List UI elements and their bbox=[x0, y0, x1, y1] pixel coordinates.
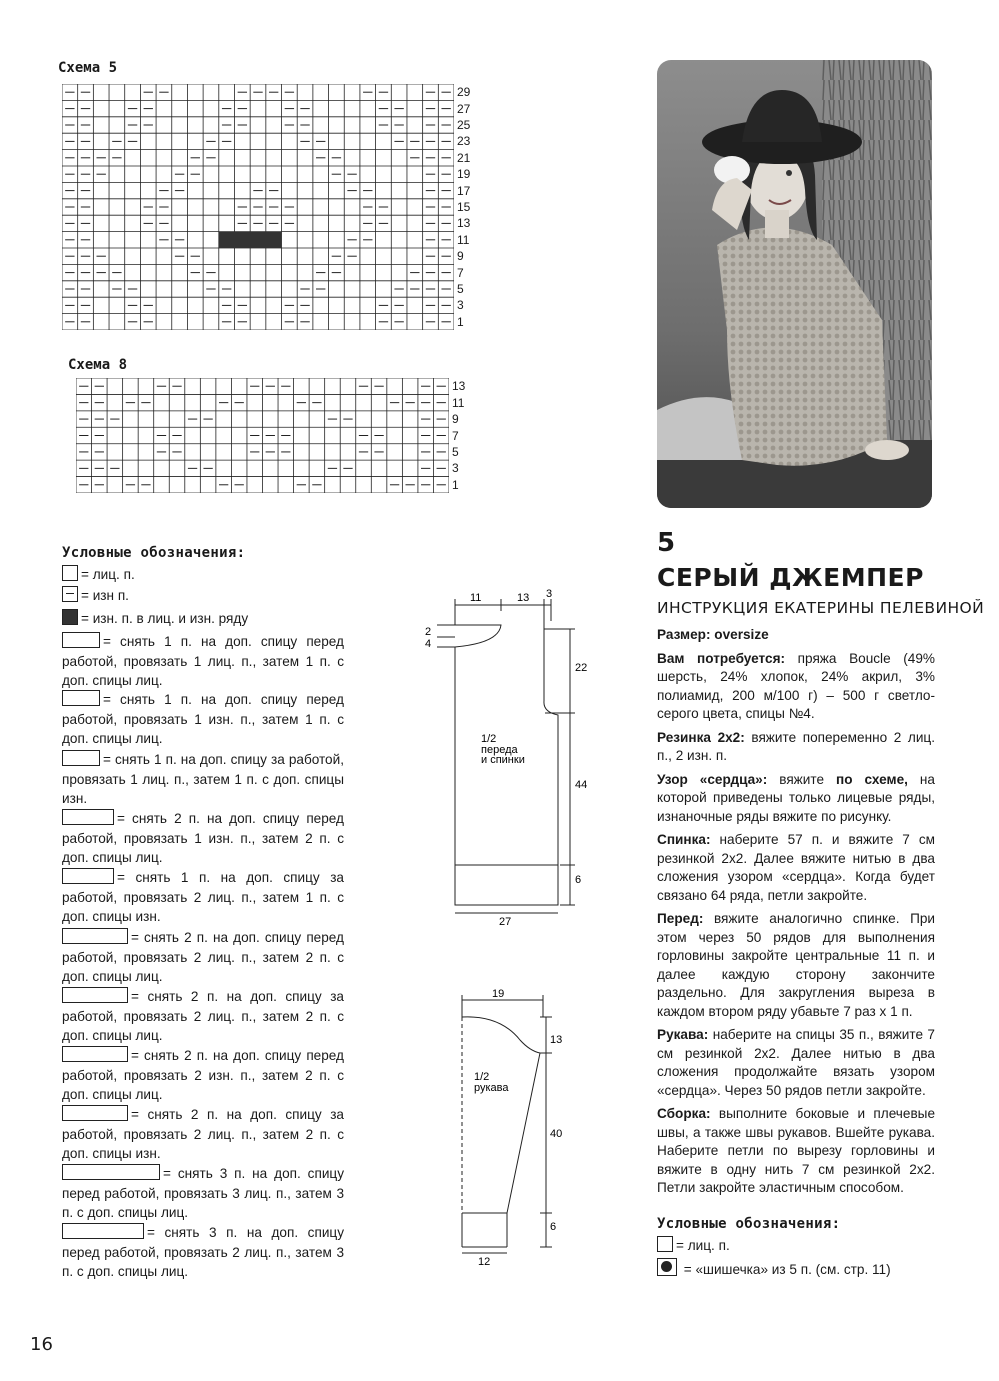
row-number: 23 bbox=[457, 134, 471, 149]
cable-symbol-icon bbox=[62, 987, 128, 1003]
row-number: 3 bbox=[457, 298, 464, 313]
legend-item-cable-11: = снять 3 п. на доп. спицу перед работой, провязать 2 лиц. п., затем 3 п. с доп. спицы лиц. bbox=[62, 1225, 344, 1279]
page-number: 16 bbox=[30, 1334, 53, 1355]
row-number: 3 bbox=[452, 461, 459, 476]
sleeve-label-half: 1/2 bbox=[474, 1071, 490, 1083]
dim-13: 13 bbox=[517, 592, 530, 604]
row-number: 13 bbox=[452, 379, 466, 394]
legend-item-cable-2: = снять 1 п. на доп. спицу перед работой, провязать 1 изн. п., затем 1 п. с доп. спицы лиц. bbox=[62, 692, 344, 746]
body-pattern-diagram bbox=[415, 585, 615, 925]
purl-symbol-icon bbox=[62, 586, 78, 602]
sleeves-paragraph: Рукава: наберите на спицы 35 п., вяжите 7 см резинкой 2х2. Далее нитью в два сложения продолжайте вязать узором «сердца». Через 50 рядов петли закройте. bbox=[657, 1027, 935, 1098]
row-number: 25 bbox=[457, 118, 471, 132]
instructions bbox=[657, 626, 935, 1203]
sleeve-pattern-diagram bbox=[440, 985, 580, 1270]
cable-symbol-icon bbox=[62, 928, 128, 944]
dim-11: 11 bbox=[470, 592, 482, 604]
row-number: 5 bbox=[452, 444, 459, 459]
dim-44: 44 bbox=[575, 779, 588, 791]
legend-item-cable-9: = снять 2 п. на доп. спицу за работой, провязать 2 лиц. п., затем 2 п. с доп. спицы изн. bbox=[62, 1107, 344, 1161]
legend-item-cable-5: = снять 1 п. на доп. спицу за работой, провязать 2 лиц. п., затем 1 п. с доп. спицы изн. bbox=[62, 870, 344, 924]
dim-4: 4 bbox=[425, 638, 432, 650]
chart5-title: Схема 5 bbox=[58, 60, 118, 76]
cable-symbol-icon bbox=[62, 1223, 144, 1239]
row-number: 13 bbox=[457, 216, 471, 231]
size-paragraph: Размер: oversize bbox=[657, 627, 769, 642]
dim-27: 27 bbox=[499, 916, 512, 925]
bobble-symbol-icon bbox=[657, 1258, 677, 1276]
cable-symbol-icon bbox=[62, 1105, 128, 1121]
back-paragraph: Спинка: наберите 57 п. и вяжите 7 см резинкой 2х2. Далее вяжите нитью в два сложения узором «сердца». Когда будет связано 64 ряда, петли закройте. bbox=[657, 832, 936, 903]
row-number: 1 bbox=[452, 477, 459, 492]
legend-right-knit: = лиц. п. bbox=[657, 1236, 730, 1253]
label-half: 1/2 bbox=[481, 733, 497, 745]
legend-item-cable-7: = снять 2 п. на доп. спицу за работой, провязать 2 лиц. п., затем 2 п. с доп. спицы лиц. bbox=[62, 989, 344, 1043]
legend-item-purl: = изн п. bbox=[62, 586, 344, 606]
chart8-title: Схема 8 bbox=[68, 357, 128, 373]
cable-symbol-icon bbox=[62, 750, 100, 766]
row-number: 11 bbox=[452, 395, 465, 410]
front-paragraph: Перед: вяжите аналогично спинке. При этом через 50 рядов для выполнения горловины закройте центральные 11 п. и далее каждую сторону закончите раздельно. Для закругления выреза в каждом втором ряду убавьте 7 раз х 1 п. bbox=[657, 911, 935, 1019]
legend-title: Условные обозначения: bbox=[62, 545, 246, 561]
project-number: 5 bbox=[657, 528, 676, 558]
row-number: 11 bbox=[457, 232, 470, 247]
project-title: СЕРЫЙ ДЖЕМПЕР bbox=[657, 563, 924, 592]
legend-right-title: Условные обозначения: bbox=[657, 1216, 841, 1232]
legend-item-cable-10: = снять 3 п. на доп. спицу перед работой, провязать 3 лиц. п., затем 3 п. с доп. спицы лиц. bbox=[62, 1166, 344, 1220]
row-number: 29 bbox=[457, 85, 471, 100]
row-number: 1 bbox=[457, 314, 464, 329]
dim-13-sleeve: 13 bbox=[550, 1034, 563, 1046]
photo-illustration bbox=[657, 60, 932, 508]
chart5-row-numbers bbox=[457, 84, 487, 330]
chart8-grid bbox=[76, 378, 449, 493]
model-photo bbox=[657, 60, 932, 508]
legend-item-cable-6: = снять 2 п. на доп. спицу перед работой, провязать 2 лиц. п., затем 2 п. с доп. спицы лиц. bbox=[62, 930, 344, 984]
row-number: 7 bbox=[452, 428, 459, 443]
chart8-row-numbers bbox=[452, 378, 482, 493]
assembly-paragraph: Сборка: выполните боковые и плечевые швы, а также швы рукавов. Вшейте рукава. Наберите петли по вырезу горловины и вяжите в одну нить 7 см резинкой 2х2. Петли закройте эластичным способом. bbox=[657, 1106, 935, 1195]
legend-right-bobble: = «шишечка» из 5 п. (см. стр. 11) bbox=[657, 1258, 891, 1277]
row-number: 27 bbox=[457, 101, 471, 116]
dim-6-sleeve: 6 bbox=[550, 1221, 557, 1233]
cable-symbol-icon bbox=[62, 809, 114, 825]
row-number: 15 bbox=[457, 200, 471, 214]
row-number: 5 bbox=[457, 282, 464, 296]
row-number: 9 bbox=[452, 412, 459, 427]
cable-symbol-icon bbox=[62, 1164, 160, 1180]
dim-19: 19 bbox=[492, 988, 505, 1000]
legend-item-cable-8: = снять 2 п. на доп. спицу перед работой, провязать 2 изн. п., затем 2 п. с доп. спицы лиц. bbox=[62, 1048, 344, 1102]
dim-22: 22 bbox=[575, 662, 588, 674]
purl-both-cells bbox=[219, 232, 282, 248]
dim-3: 3 bbox=[546, 588, 553, 600]
dark-square-icon bbox=[62, 609, 78, 625]
row-number: 19 bbox=[457, 167, 471, 182]
row-number: 7 bbox=[457, 265, 464, 280]
knit-symbol-icon bbox=[62, 565, 78, 581]
project-author: ИНСТРУКЦИЯ ЕКАТЕРИНЫ ПЕЛЕВИНОЙ bbox=[657, 599, 985, 617]
cable-symbol-icon bbox=[62, 632, 100, 648]
label-back: и спинки bbox=[481, 754, 525, 766]
legend-item-cable-3: = снять 1 п. на доп. спицу за работой, провязать 1 лиц. п., затем 1 п. с доп. спицы изн. bbox=[62, 752, 344, 806]
cable-symbol-icon bbox=[62, 690, 100, 706]
cable-symbol-icon bbox=[62, 1046, 128, 1062]
row-number: 9 bbox=[457, 249, 464, 264]
heart-paragraph: Узор «сердца»: вяжите по схеме, на которой приведены только лицевые ряды, изнаночные ряды вяжите по рисунку. bbox=[657, 771, 935, 824]
legend-item-knit: = лиц. п. bbox=[62, 565, 344, 585]
dim-6: 6 bbox=[575, 874, 582, 886]
chart5-grid bbox=[62, 84, 454, 330]
label-front: переда bbox=[481, 744, 518, 756]
legend-item-cable-1: = снять 1 п. на доп. спицу перед работой, провязать 1 лиц. п., затем 1 п. с доп. спицы лиц. bbox=[62, 634, 344, 688]
knit-symbol-icon bbox=[657, 1236, 673, 1252]
sleeve-label: рукава bbox=[474, 1082, 509, 1094]
dim-12: 12 bbox=[478, 1256, 491, 1268]
row-number: 17 bbox=[457, 183, 471, 198]
materials-paragraph: Вам потребуется: пряжа Boucle (49% шерсть, 24% хлопок, 24% акрил, 3% полиамид, 200 м/100 г) – 500 г светло-серого цвета, спицы №4. bbox=[657, 650, 935, 721]
rib-paragraph: Резинка 2х2: вяжите попеременно 2 лиц. п., 2 изн. п. bbox=[657, 729, 935, 763]
legend-item-cable-4: = снять 2 п. на доп. спицу перед работой, провязать 1 изн. п., затем 2 п. с доп. спицы лиц. bbox=[62, 811, 344, 865]
dim-40: 40 bbox=[550, 1128, 563, 1140]
cable-symbol-icon bbox=[62, 868, 114, 884]
dim-2: 2 bbox=[425, 626, 432, 638]
legend-item-purl-both: = изн. п. в лиц. и изн. ряду bbox=[62, 609, 344, 629]
row-number: 21 bbox=[457, 150, 471, 165]
